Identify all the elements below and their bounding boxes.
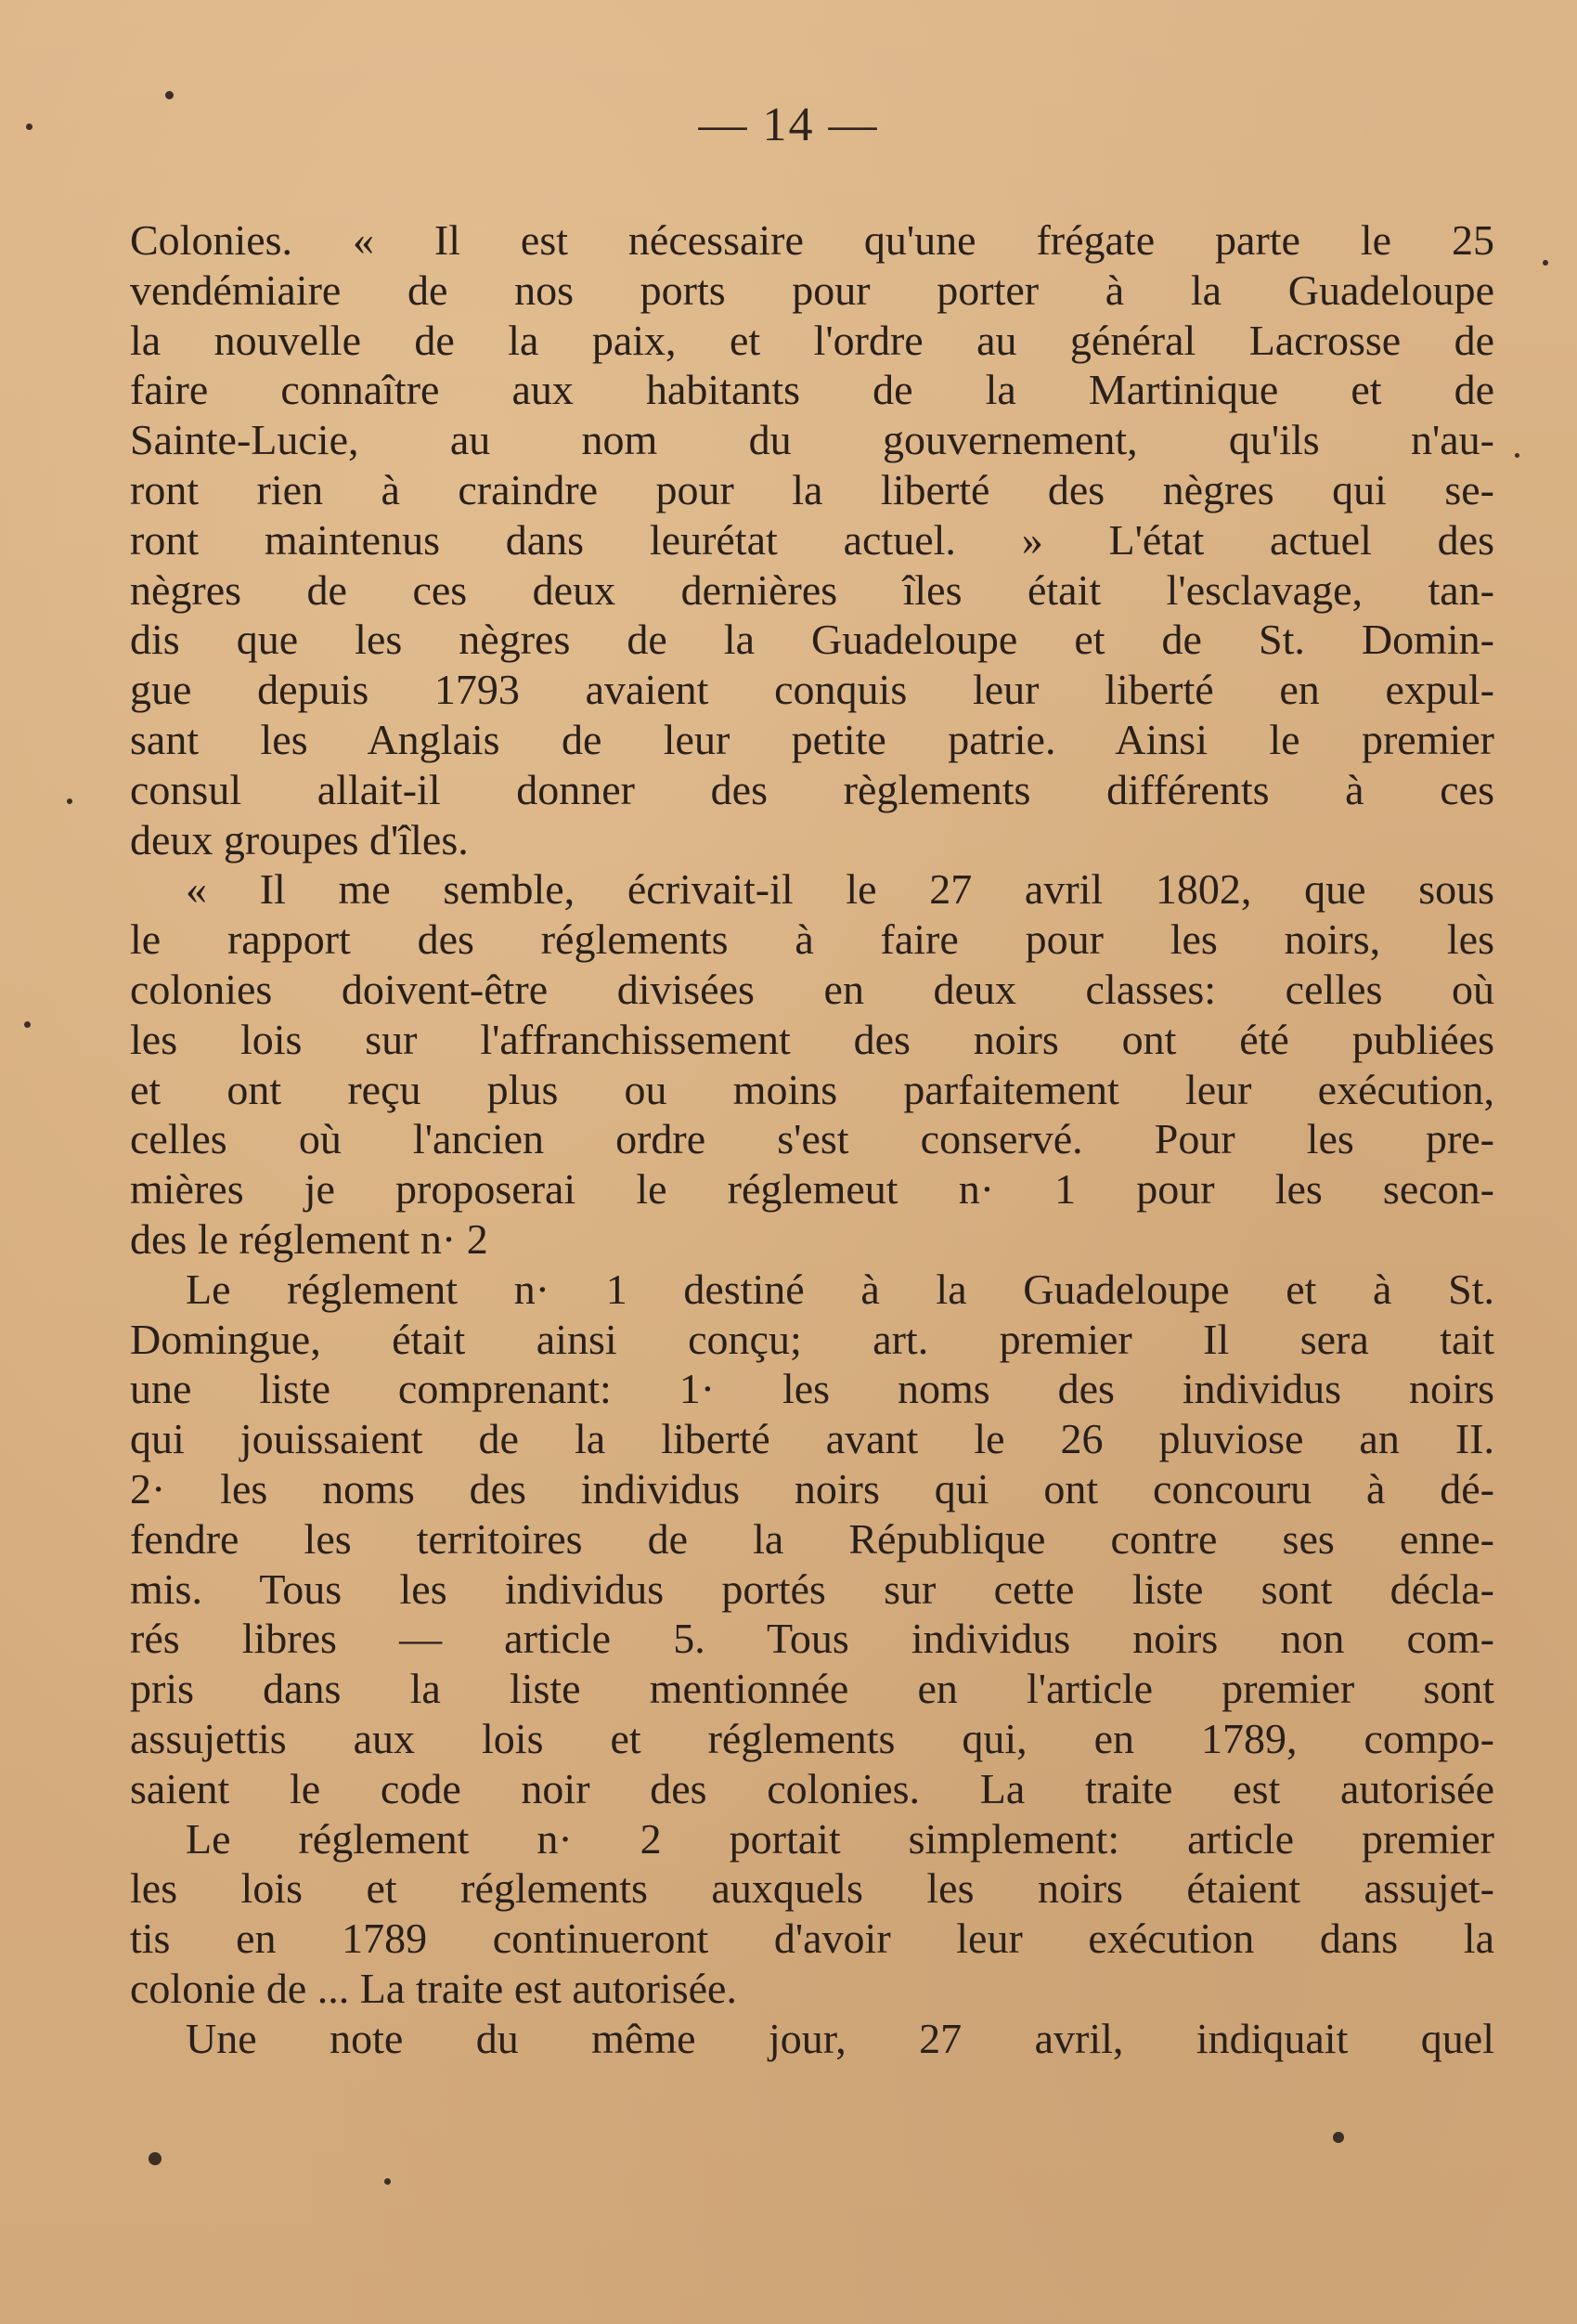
text-line: ront rien à craindre pour la liberté des nègres qui se- xyxy=(130,465,1494,513)
text-line: dis que les nègres de la Guadeloupe et de St. Domin- xyxy=(130,616,1494,664)
text-line: Colonies. « Il est nécessaire qu'une frégate parte le 25 xyxy=(130,216,1494,264)
paper-speck xyxy=(1515,453,1519,458)
text-line: nègres de ces deux dernières îles était l'esclavage, tan- xyxy=(130,565,1494,614)
text-line: pris dans la liste mentionnée en l'article premier sont xyxy=(130,1665,1494,1713)
text-line: une liste comprenant: 1· les noms des individus noirs xyxy=(130,1365,1494,1413)
text-line: 2· les noms des individus noirs qui ont concouru à dé- xyxy=(130,1464,1494,1513)
body-text xyxy=(130,215,1494,2063)
text-line: fendre les territoires de la République contre ses enne- xyxy=(130,1514,1494,1563)
paper-speck xyxy=(1543,260,1548,266)
text-line: Le réglement n· 1 destiné à la Guadeloupe et à St. xyxy=(186,1265,1494,1313)
text-line: saient le code noir des colonies. La traite est autorisée xyxy=(130,1764,1494,1812)
text-line: Une note du même jour, 27 avril, indiquait quel xyxy=(186,2014,1494,2062)
text-line: tis en 1789 continueront d'avoir leur exécution dans la xyxy=(130,1915,1494,1963)
text-line: colonie de ... La traite est autorisée. xyxy=(130,1964,737,2012)
text-line: les lois sur l'affranchissement des noirs ont été publiées xyxy=(130,1015,1494,1063)
text-line: mis. Tous les individus portés sur cette liste sont décla- xyxy=(130,1564,1494,1613)
text-line: gue depuis 1793 avaient conquis leur liberté en expul- xyxy=(130,666,1494,714)
text-line: mières je proposerai le réglemeut n· 1 pour les secon- xyxy=(130,1165,1494,1214)
paper-speck xyxy=(149,2152,162,2165)
text-line: la nouvelle de la paix, et l'ordre au général Lacrosse de xyxy=(130,316,1494,364)
paper-speck xyxy=(165,91,174,99)
text-line: faire connaître aux habitants de la Martinique et de xyxy=(130,366,1494,414)
page-number: — 14 — xyxy=(698,98,879,151)
text-line: colonies doivent-être divisées en deux classes: celles où xyxy=(130,965,1494,1013)
text-line: Sainte-Lucie, au nom du gouvernement, qu'ils n'au- xyxy=(130,416,1494,464)
paper-speck xyxy=(24,1021,31,1028)
text-line: et ont reçu plus ou moins parfaitement leur exécution, xyxy=(130,1065,1494,1113)
text-line: Domingue, était ainsi conçu; art. premier Il sera tait xyxy=(130,1315,1494,1363)
text-line: Le réglement n· 2 portait simplement: article premier xyxy=(186,1814,1494,1863)
text-line: deux groupes d'îles. xyxy=(130,815,469,863)
text-line: des le réglement n· 2 xyxy=(130,1214,488,1263)
text-line: rés libres — article 5. Tous individus noirs non com- xyxy=(130,1615,1494,1663)
text-line: les lois et réglements auxquels les noirs étaient assujet- xyxy=(130,1864,1494,1913)
paper-speck xyxy=(1333,2132,1344,2143)
text-line: qui jouissaient de la liberté avant le 26 pluviose an II. xyxy=(130,1415,1494,1463)
text-line: « Il me semble, écrivait-il le 27 avril 1802, que sous xyxy=(186,865,1494,914)
text-line: vendémiaire de nos ports pour porter à la Guadeloupe xyxy=(130,266,1494,314)
paper-speck xyxy=(67,798,72,804)
text-line: consul allait-il donner des règlements différents à ces xyxy=(130,765,1494,813)
text-line: le rapport des réglements à faire pour les noirs, les xyxy=(130,915,1494,964)
paper-speck xyxy=(384,2178,391,2185)
text-line: assujettis aux lois et réglements qui, en 1789, compo- xyxy=(130,1714,1494,1762)
paper-speck xyxy=(26,123,32,130)
text-line: celles où l'ancien ordre s'est conservé. Pour les pre- xyxy=(130,1115,1494,1163)
text-line: ront maintenus dans leurétat actuel. » L'état actuel des xyxy=(130,515,1494,564)
text-line: sant les Anglais de leur petite patrie. Ainsi le premier xyxy=(130,715,1494,763)
